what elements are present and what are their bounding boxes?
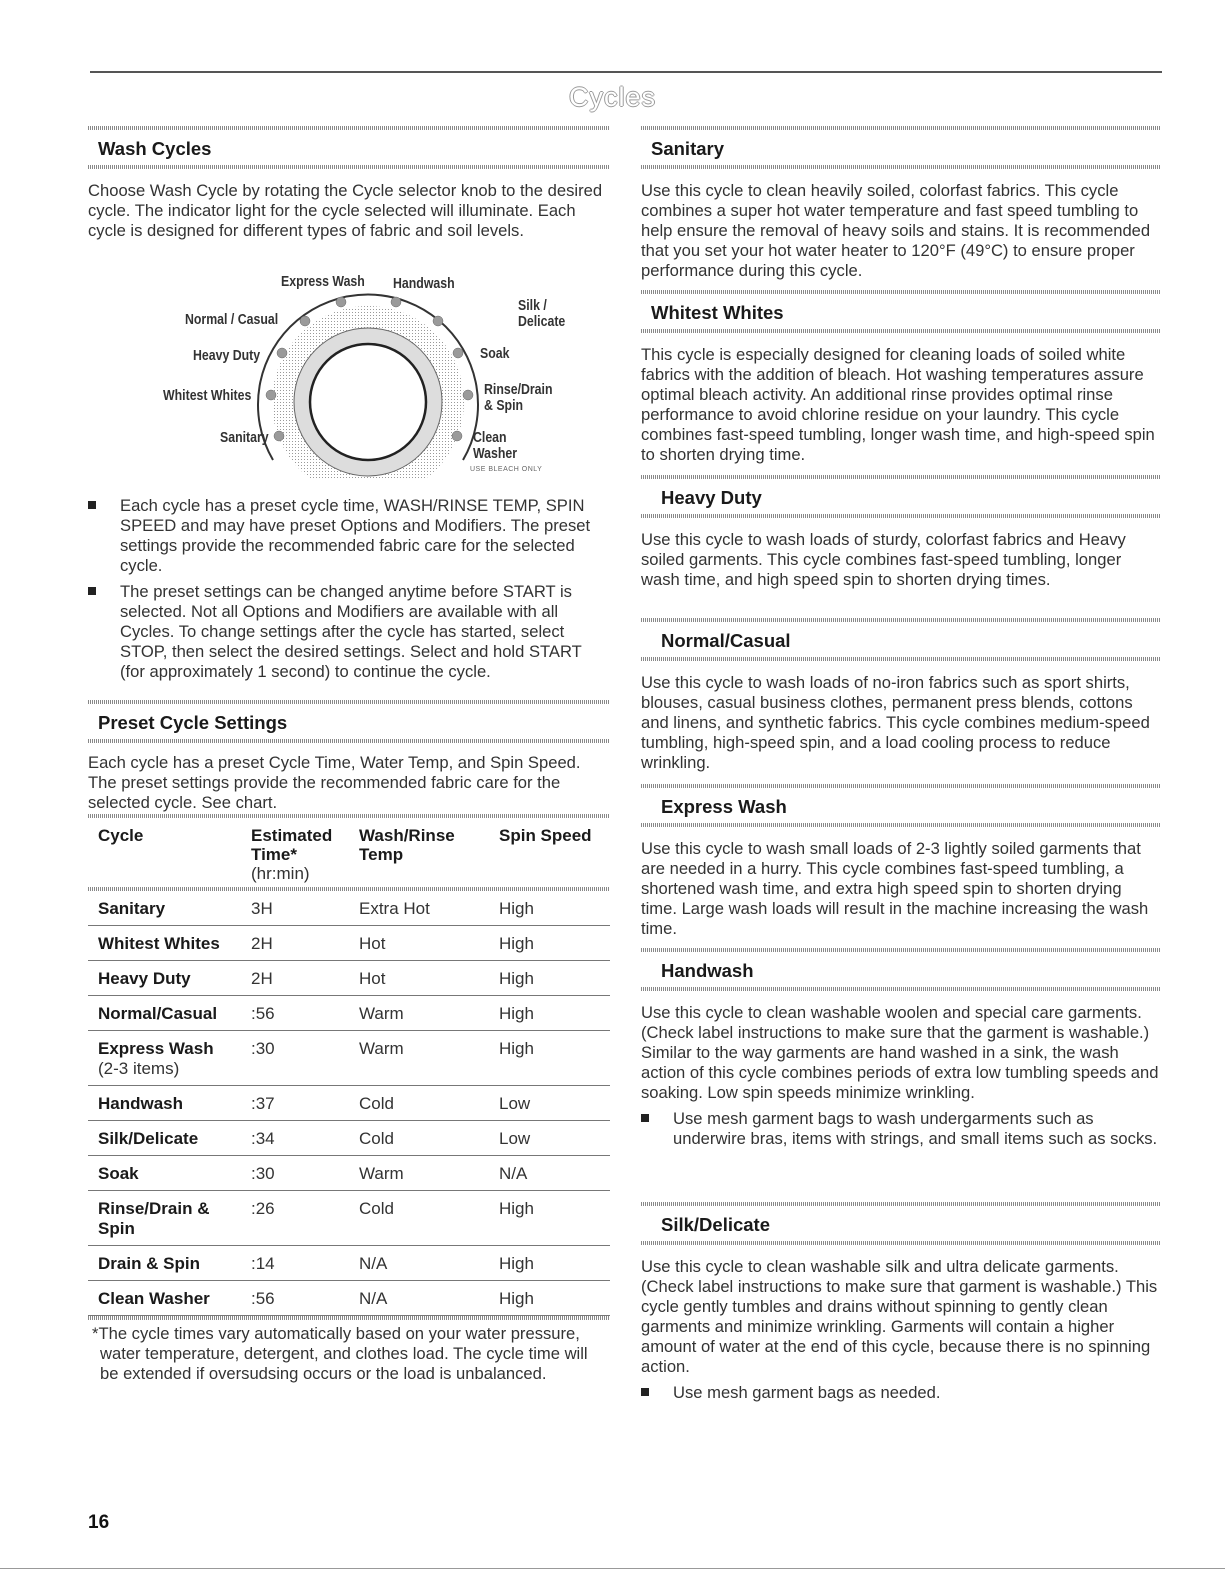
cell-spin — [499, 1129, 609, 1149]
wash-cycles-section — [88, 126, 610, 241]
dial-label-normal-casual: Normal / Casual — [185, 312, 279, 328]
cell-cycle-text: Soak — [98, 1164, 139, 1183]
normal-casual-section — [641, 618, 1161, 773]
cell-cycle — [98, 1289, 251, 1309]
cell-temp-text: Warm — [359, 1039, 404, 1058]
cell-temp — [359, 969, 499, 989]
divider — [88, 165, 610, 169]
cell-cycle-text: Drain & Spin — [98, 1254, 201, 1273]
table-row — [88, 1191, 610, 1246]
cell-spin-text: Low — [499, 1129, 531, 1148]
header-temp: Wash/Rinse Temp — [359, 826, 455, 864]
cell-temp — [359, 1199, 499, 1239]
cell-spin — [499, 969, 609, 989]
cell-cycle-text: Clean Washer — [98, 1289, 210, 1308]
section-text: Use this cycle to wash loads of sturdy, colorfast fabrics and Heavy soiled garments. This cycle combines fast-speed tumbling, longer wash time, and high speed spin to shorten drying times. — [641, 530, 1126, 589]
cell-spin — [499, 1039, 609, 1079]
cell-time-text: :30 — [251, 1039, 275, 1058]
cell-temp-text: Warm — [359, 1164, 404, 1183]
cell-time-text: 2H — [251, 969, 273, 988]
section-text: Use this cycle to clean heavily soiled, colorfast fabrics. This cycle combines a super hot water temperature and fast speed tumbling to help ensure the removal of heavy soils and stains. It is recommended that you set your hot water heater to 120°F (49°C) to ensure proper performance during this cycle. — [641, 181, 1151, 280]
section-heading: Silk/Delicate — [661, 1214, 771, 1235]
top-rule — [90, 71, 1162, 73]
cell-temp — [359, 1004, 499, 1024]
section-text: This cycle is especially designed for cleaning loads of soiled white fabrics with the addition of bleach. Hot washing temperatures assure optimal bleach activity. An additional rinse provides optimal rinse performance to avoid chlorine residue on your laundry. This cycle combines fast-speed tumbling, longer wash time, and high-speed spin to shorten drying time. — [641, 345, 1155, 464]
cycle-selector-dial — [148, 270, 588, 480]
cell-cycle-text: Rinse/Drain & Spin — [98, 1199, 210, 1238]
section-text: Use this cycle to wash loads of no-iron fabrics such as sport shirts, blouses, casual business clothes, permanent press blends, cottons and linens, and synthetic fabrics. This cycle combines medium-speed tumbling, high-speed spin, and a load cooling process to reduce wrinkling. — [641, 673, 1150, 772]
cell-temp — [359, 934, 499, 954]
cell-spin-text: N/A — [499, 1164, 528, 1183]
cell-cycle-note: (2-3 items) — [98, 1059, 180, 1078]
cell-temp — [359, 1129, 499, 1149]
section-text: Each cycle has a preset Cycle Time, Water Temp, and Spin Speed. The preset settings provide the recommended fabric care for the selected cycle. See chart. — [88, 753, 581, 812]
cell-cycle — [98, 899, 251, 919]
bullet-item: Each cycle has a preset cycle time, WASH/RINSE TEMP, SPIN SPEED and may have preset Options and Modifiers. The preset settings provide the recommended fabric care for the selected cycle. — [88, 496, 610, 576]
silk-delicate-bullets — [641, 1383, 1161, 1403]
header-time-label: Estimated Time* — [251, 826, 333, 864]
cell-time — [251, 1254, 359, 1274]
section-text: Use this cycle to clean washable silk and ultra delicate garments. (Check label instructions to make sure that garment is washable.) This cycle gently tumbles and drains without spinning to gently clean garments and minimize wrinkling. Garments will contain a higher amount of water at the end of this cycle, because there is no spinning action. — [641, 1257, 1158, 1376]
section-text: Use this cycle to wash small loads of 2-3 lightly soiled garments that are needed in a hurry. This cycle combines fast-speed tumbling, a shortened wash time, and extra high speed spin to shorten drying time. Large wash loads will result in the machine increasing the wash time. — [641, 839, 1149, 938]
cell-time — [251, 1039, 359, 1079]
express-wash-section — [641, 784, 1161, 939]
table-row — [88, 1281, 610, 1316]
table-row — [88, 961, 610, 996]
cell-time-text: :26 — [251, 1199, 275, 1218]
cell-spin-text: Low — [499, 1094, 531, 1113]
cell-spin-text: High — [499, 1004, 534, 1023]
cell-temp — [359, 1094, 499, 1114]
dial-label-heavy-duty: Heavy Duty — [193, 348, 261, 364]
section-text: Choose Wash Cycle by rotating the Cycle selector knob to the desired cycle. The indicator light for the cycle selected will illuminate. Each cycle is designed for different types of fabric and soil levels. — [88, 181, 603, 240]
section-heading: Normal/Casual — [661, 630, 791, 651]
cell-spin — [499, 1004, 609, 1024]
section-heading: Sanitary — [651, 138, 725, 159]
section-heading: Whitest Whites — [651, 302, 784, 323]
cell-temp-text: Cold — [359, 1094, 394, 1113]
divider — [641, 823, 1161, 827]
cell-cycle — [98, 1094, 251, 1114]
cell-cycle-text: Express Wash — [98, 1039, 214, 1058]
page-title: Cycles — [568, 82, 656, 112]
cell-spin — [499, 1289, 609, 1309]
cell-temp — [359, 1164, 499, 1184]
section-heading: Heavy Duty — [661, 487, 762, 508]
cell-spin — [499, 1094, 609, 1114]
preset-cycle-settings-section — [88, 700, 610, 813]
dial-label-use-bleach-only: USE BLEACH ONLY — [470, 466, 543, 473]
cell-temp-text: Extra Hot — [359, 899, 430, 918]
dial-label-soak: Soak — [480, 346, 510, 362]
cell-time — [251, 934, 359, 954]
table-footnote: *The cycle times vary automatically based on your water pressure, water temperature, detergent, and clothes load. The cycle time will be extended if oversudsing occurs or the load is unbalanced. — [92, 1324, 588, 1383]
header-cycle: Cycle — [98, 826, 144, 845]
cell-temp-text: Warm — [359, 1004, 404, 1023]
cell-spin-text: High — [499, 1254, 534, 1273]
cell-cycle — [98, 969, 251, 989]
cell-spin — [499, 1199, 609, 1239]
cell-cycle-text: Silk/Delicate — [98, 1129, 199, 1148]
cell-temp — [359, 1039, 499, 1079]
page-number: 16 — [88, 1512, 110, 1533]
cell-time — [251, 969, 359, 989]
cell-time — [251, 1094, 359, 1114]
table-row — [88, 1246, 610, 1281]
cell-time-text: :56 — [251, 1004, 275, 1023]
cell-spin-text: High — [499, 1199, 534, 1218]
cell-spin-text: High — [499, 969, 534, 988]
cell-spin-text: High — [499, 899, 534, 918]
heavy-duty-section — [641, 475, 1161, 590]
cell-temp — [359, 1289, 499, 1309]
table-body — [88, 891, 610, 1316]
divider — [641, 987, 1161, 991]
dial-label-clean-washer: Clean Washer — [473, 430, 518, 462]
bottom-rule — [0, 1568, 1225, 1569]
whitest-whites-section — [641, 290, 1161, 465]
cell-time — [251, 1164, 359, 1184]
cell-cycle-text: Whitest Whites — [98, 934, 220, 953]
dial-label-whitest-whites: Whitest Whites — [163, 388, 252, 404]
cell-temp-text: N/A — [359, 1289, 388, 1308]
cell-time — [251, 1129, 359, 1149]
cell-time — [251, 899, 359, 919]
silk-delicate-section — [641, 1202, 1161, 1403]
table-row — [88, 1156, 610, 1191]
cell-spin — [499, 1164, 609, 1184]
cell-time-text: 3H — [251, 899, 273, 918]
cell-spin — [499, 899, 609, 919]
cell-spin — [499, 1254, 609, 1274]
cell-temp-text: Hot — [359, 934, 386, 953]
cell-time — [251, 1004, 359, 1024]
cell-cycle-text: Handwash — [98, 1094, 184, 1113]
divider — [641, 165, 1161, 169]
wash-cycles-bullets — [88, 490, 610, 682]
cell-spin-text: High — [499, 934, 534, 953]
cell-temp-text: N/A — [359, 1254, 388, 1273]
dial-label-rinse-drain-spin: Rinse/Drain & Spin — [484, 382, 553, 414]
cell-time-text: :34 — [251, 1129, 275, 1148]
cell-cycle-text: Normal/Casual — [98, 1004, 218, 1023]
cell-spin-text: High — [499, 1039, 534, 1058]
handwash-section — [641, 948, 1161, 1149]
cell-cycle — [98, 934, 251, 954]
bullet-item: Use mesh garment bags as needed. — [641, 1383, 1161, 1403]
cell-temp-text: Cold — [359, 1129, 394, 1148]
cell-cycle — [98, 1039, 251, 1079]
cell-cycle — [98, 1199, 251, 1239]
table-row — [88, 1031, 610, 1086]
section-heading: Express Wash — [661, 796, 787, 817]
cell-time — [251, 1199, 359, 1239]
divider — [88, 1316, 610, 1320]
cell-spin-text: High — [499, 1289, 534, 1308]
section-heading: Handwash — [661, 960, 754, 981]
section-text: Use this cycle to clean washable woolen and special care garments. (Check label instructions to make sure that the garment is washable.) Similar to the way garments are hand washed in a sink, the wash action of this cycle combines periods of extra low tumbling speeds and soaking. Low spin speeds minimize wrinkling. — [641, 1003, 1159, 1102]
table-row — [88, 996, 610, 1031]
section-heading: Preset Cycle Settings — [98, 712, 288, 733]
divider — [641, 1241, 1161, 1245]
divider — [641, 329, 1161, 333]
bullet-item: Use mesh garment bags to wash undergarments such as underwire bras, items with strings, and small items such as socks. — [641, 1109, 1161, 1149]
table-row — [88, 1086, 610, 1121]
cell-cycle — [98, 1004, 251, 1024]
cell-temp — [359, 899, 499, 919]
cell-spin — [499, 934, 609, 954]
table-row — [88, 891, 610, 926]
cell-cycle — [98, 1129, 251, 1149]
cell-time-text: :14 — [251, 1254, 275, 1273]
preset-settings-table — [88, 814, 610, 1384]
cell-temp-text: Hot — [359, 969, 386, 988]
header-spin: Spin Speed — [499, 826, 592, 845]
bullet-item: The preset settings can be changed anytime before START is selected. Not all Options and Modifiers are available with all Cycles. To change settings after the cycle has started, select STOP, then select the desired settings. Select and hold START (for approximately 1 second) to continue the cycle. — [88, 582, 610, 682]
dial-label-express-wash: Express Wash — [281, 274, 365, 290]
cell-time-text: :56 — [251, 1289, 275, 1308]
sanitary-section — [641, 126, 1161, 281]
divider — [641, 657, 1161, 661]
dial-label-silk-delicate: Silk / Delicate — [518, 298, 566, 330]
cell-cycle — [98, 1254, 251, 1274]
table-row — [88, 1121, 610, 1156]
handwash-bullets — [641, 1109, 1161, 1149]
section-heading: Wash Cycles — [98, 138, 212, 159]
header-time — [251, 826, 359, 883]
divider — [88, 739, 610, 743]
dial-label-sanitary: Sanitary — [220, 430, 269, 446]
cell-temp — [359, 1254, 499, 1274]
cell-cycle-text: Sanitary — [98, 899, 166, 918]
header-time-unit: (hr:min) — [251, 864, 310, 883]
table-header — [88, 818, 610, 887]
divider — [641, 514, 1161, 518]
dial-label-handwash: Handwash — [393, 276, 455, 292]
cell-temp-text: Cold — [359, 1199, 394, 1218]
cell-time-text: :37 — [251, 1094, 275, 1113]
cell-time-text: :30 — [251, 1164, 275, 1183]
cell-time — [251, 1289, 359, 1309]
cell-cycle — [98, 1164, 251, 1184]
cell-cycle-text: Heavy Duty — [98, 969, 191, 988]
table-row — [88, 926, 610, 961]
cell-time-text: 2H — [251, 934, 273, 953]
